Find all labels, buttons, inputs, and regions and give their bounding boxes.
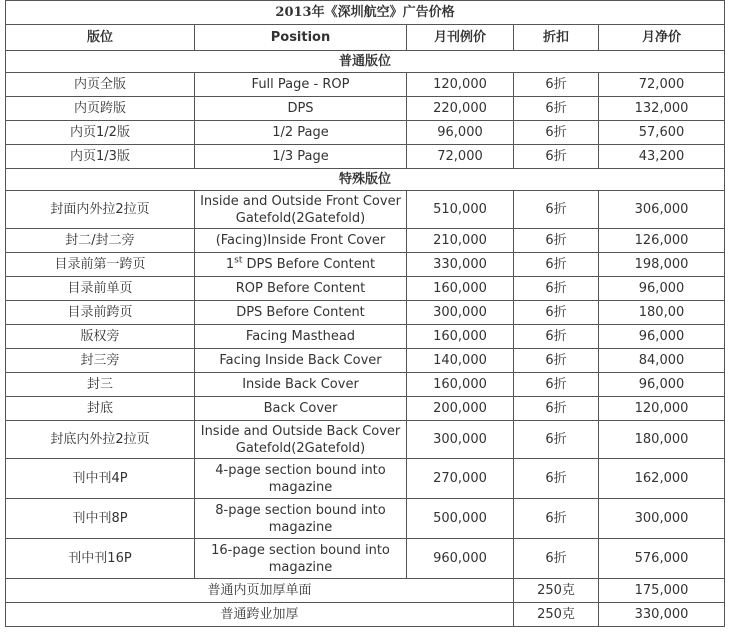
cell-price: 96,000 <box>407 121 514 145</box>
cell-discount: 6折 <box>514 499 599 539</box>
header-row <box>6 25 725 51</box>
extra-label: 普通跨业加厚 <box>6 603 514 627</box>
cell-slot: 封底 <box>6 397 195 421</box>
cell-net: 180,00 <box>599 301 725 325</box>
extra-net: 175,000 <box>599 579 725 603</box>
table-row <box>6 73 725 97</box>
cell-discount: 6折 <box>514 277 599 301</box>
cell-price: 220,000 <box>407 97 514 121</box>
table-row <box>6 121 725 145</box>
header-position: Position <box>195 25 407 51</box>
cell-price: 300,000 <box>407 421 514 459</box>
table-row <box>6 97 725 121</box>
position-text: DPS Before Content <box>242 257 376 272</box>
cell-position: ROP Before Content <box>195 277 407 301</box>
cell-net: 57,600 <box>599 121 725 145</box>
cell-slot: 封面内外拉2拉页 <box>6 191 195 229</box>
cell-discount: 6折 <box>514 145 599 169</box>
cell-position: DPS <box>195 97 407 121</box>
cell-discount: 6折 <box>514 421 599 459</box>
table-row <box>6 145 725 169</box>
cell-discount: 6折 <box>514 349 599 373</box>
cell-net: 120,000 <box>599 397 725 421</box>
table-row <box>6 191 725 229</box>
table-row <box>6 253 725 277</box>
ordinal-suffix: st <box>234 255 243 266</box>
cell-net: 126,000 <box>599 229 725 253</box>
cell-net: 576,000 <box>599 539 725 579</box>
cell-discount: 6折 <box>514 97 599 121</box>
cell-net: 96,000 <box>599 373 725 397</box>
table-row <box>6 349 725 373</box>
cell-price: 330,000 <box>407 253 514 277</box>
table-row <box>6 301 725 325</box>
extra-net: 330,000 <box>599 603 725 627</box>
cell-price: 200,000 <box>407 397 514 421</box>
cell-net: 43,200 <box>599 145 725 169</box>
cell-net: 198,000 <box>599 253 725 277</box>
cell-slot: 内页跨版 <box>6 97 195 121</box>
table-row <box>6 459 725 499</box>
cell-position: 1/3 Page <box>195 145 407 169</box>
cell-net: 162,000 <box>599 459 725 499</box>
section-row <box>6 169 725 191</box>
cell-net: 96,000 <box>599 325 725 349</box>
extra-label: 普通内页加厚单面 <box>6 579 514 603</box>
cell-position: 4-page section bound into magazine <box>195 459 407 499</box>
cell-net: 180,000 <box>599 421 725 459</box>
section-row <box>6 51 725 73</box>
cell-slot: 目录前单页 <box>6 277 195 301</box>
header-net: 月净价 <box>599 25 725 51</box>
table-row <box>6 421 725 459</box>
cell-slot: 内页1/3版 <box>6 145 195 169</box>
cell-price: 140,000 <box>407 349 514 373</box>
cell-slot: 刊中刊16P <box>6 539 195 579</box>
header-slot: 版位 <box>6 25 195 51</box>
cell-position: Back Cover <box>195 397 407 421</box>
cell-discount: 6折 <box>514 301 599 325</box>
cell-price: 72,000 <box>407 145 514 169</box>
cell-slot: 内页1/2版 <box>6 121 195 145</box>
cell-position: Full Page - ROP <box>195 73 407 97</box>
cell-discount: 6折 <box>514 73 599 97</box>
cell-discount: 6折 <box>514 373 599 397</box>
table-row <box>6 373 725 397</box>
cell-slot: 刊中刊4P <box>6 459 195 499</box>
cell-price: 160,000 <box>407 277 514 301</box>
extra-row <box>6 603 725 627</box>
cell-price: 160,000 <box>407 373 514 397</box>
cell-discount: 6折 <box>514 539 599 579</box>
cell-net: 132,000 <box>599 97 725 121</box>
cell-slot: 封二/封二旁 <box>6 229 195 253</box>
table-row <box>6 277 725 301</box>
header-price: 月刊例价 <box>407 25 514 51</box>
cell-position: Inside Back Cover <box>195 373 407 397</box>
cell-price: 960,000 <box>407 539 514 579</box>
table-row <box>6 397 725 421</box>
cell-net: 96,000 <box>599 277 725 301</box>
cell-net: 300,000 <box>599 499 725 539</box>
extra-weight: 250克 <box>514 603 599 627</box>
cell-price: 120,000 <box>407 73 514 97</box>
cell-discount: 6折 <box>514 325 599 349</box>
cell-position: 1/2 Page <box>195 121 407 145</box>
cell-position: Facing Inside Back Cover <box>195 349 407 373</box>
table-row <box>6 325 725 349</box>
extra-row <box>6 579 725 603</box>
cell-position: 16-page section bound into magazine <box>195 539 407 579</box>
cell-slot: 版权旁 <box>6 325 195 349</box>
cell-net: 72,000 <box>599 73 725 97</box>
cell-price: 510,000 <box>407 191 514 229</box>
section-heading: 普通版位 <box>6 51 725 73</box>
cell-slot: 刊中刊8P <box>6 499 195 539</box>
cell-position: Inside and Outside Front Cover Gatefold(2Gatefold) <box>195 191 407 229</box>
table-row <box>6 539 725 579</box>
table-title: 2013年《深圳航空》广告价格 <box>6 1 725 25</box>
extra-weight: 250克 <box>514 579 599 603</box>
cell-position: (Facing)Inside Front Cover <box>195 229 407 253</box>
cell-position: Inside and Outside Back Cover Gatefold(2Gatefold) <box>195 421 407 459</box>
cell-discount: 6折 <box>514 229 599 253</box>
cell-discount: 6折 <box>514 397 599 421</box>
cell-slot: 封三旁 <box>6 349 195 373</box>
cell-price: 210,000 <box>407 229 514 253</box>
cell-position: DPS Before Content <box>195 301 407 325</box>
cell-net: 306,000 <box>599 191 725 229</box>
cell-price: 500,000 <box>407 499 514 539</box>
cell-slot: 内页全版 <box>6 73 195 97</box>
header-discount: 折扣 <box>514 25 599 51</box>
title-row <box>6 1 725 25</box>
rate-card-table <box>5 0 725 627</box>
cell-discount: 6折 <box>514 253 599 277</box>
cell-position: Facing Masthead <box>195 325 407 349</box>
table-row <box>6 229 725 253</box>
ordinal-number: 1 <box>225 257 235 272</box>
cell-discount: 6折 <box>514 121 599 145</box>
cell-discount: 6折 <box>514 459 599 499</box>
cell-slot: 目录前第一跨页 <box>6 253 195 277</box>
cell-position <box>195 253 407 277</box>
cell-price: 270,000 <box>407 459 514 499</box>
cell-slot: 封底内外拉2拉页 <box>6 421 195 459</box>
section-heading: 特殊版位 <box>6 169 725 191</box>
cell-price: 160,000 <box>407 325 514 349</box>
cell-slot: 封三 <box>6 373 195 397</box>
table-row <box>6 499 725 539</box>
cell-position: 8-page section bound into magazine <box>195 499 407 539</box>
cell-slot: 目录前跨页 <box>6 301 195 325</box>
cell-net: 84,000 <box>599 349 725 373</box>
cell-discount: 6折 <box>514 191 599 229</box>
cell-price: 300,000 <box>407 301 514 325</box>
